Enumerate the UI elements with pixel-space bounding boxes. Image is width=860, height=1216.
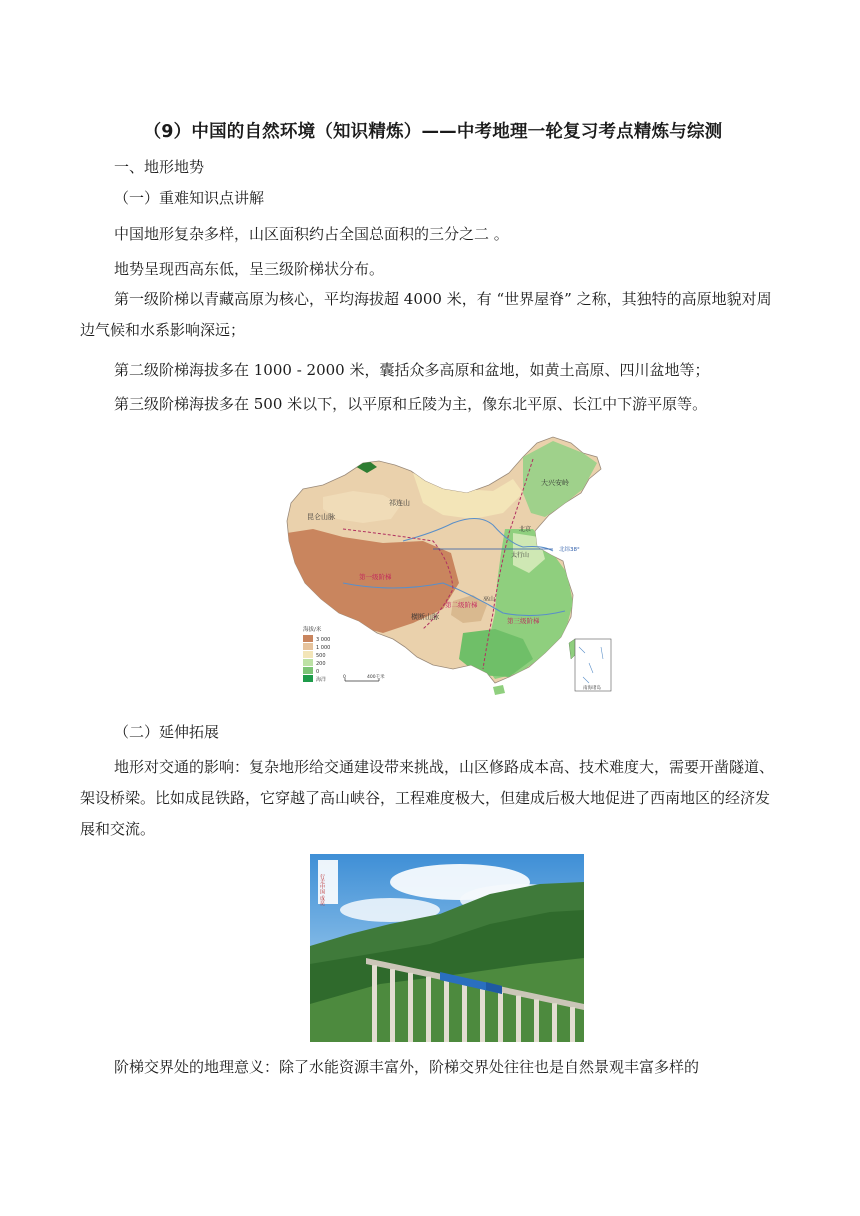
bridge-pier: [552, 1003, 557, 1042]
legend-label: 500: [316, 653, 326, 659]
subsection-heading-extension: （二）延伸拓展: [114, 723, 220, 741]
label-step3: 第三级阶梯: [507, 617, 540, 625]
page-title: （9）中国的自然环境（知识精炼）——中考地理一轮复习考点精炼与综测: [143, 122, 723, 142]
bridge-pier: [480, 988, 485, 1042]
bridge-pier: [516, 996, 521, 1042]
label-hengduan: 横断山脉: [411, 613, 439, 621]
bridge-pier: [390, 969, 395, 1042]
paragraph-slope: 地势呈现西高东低，呈三级阶梯状分布。: [114, 260, 385, 278]
bridge-pier: [570, 1007, 575, 1042]
legend-swatch: [303, 675, 313, 682]
legend-swatch: [303, 667, 313, 674]
scale-bar: [343, 673, 385, 681]
label-daxinganling: 大兴安岭: [541, 479, 569, 487]
label-nanhai: 南海诸岛: [583, 686, 601, 691]
label-kunlun: 昆仑山脉: [307, 513, 335, 521]
railway-photo-svg: [310, 854, 584, 1042]
scale-zero-label: 0: [343, 675, 346, 680]
bridge-pier: [462, 984, 467, 1042]
bridge-pier: [426, 977, 431, 1042]
legend-title: 海拔/米: [303, 627, 322, 633]
paragraph-step-boundary: 阶梯交界处的地理意义：除了水能资源丰富外，阶梯交界处往往也是自然景观丰富多样的: [114, 1058, 700, 1076]
china-terrain-map: [283, 433, 617, 695]
legend-swatch: [303, 643, 313, 650]
scale-distance-label: 400千米: [367, 675, 385, 680]
terrain-map-svg: [283, 433, 617, 695]
legend-swatch: [303, 651, 313, 658]
legend-swatch: [303, 635, 313, 642]
subsection-heading: （一）重难知识点讲解: [114, 189, 265, 207]
bridge-pier: [534, 999, 539, 1042]
map-legend: [303, 625, 330, 683]
paragraph-step2: 第二级阶梯海拔多在 1000 - 2000 米，囊括众多高原和盆地，如黄土高原、四川盆地等；: [114, 361, 710, 379]
bridge-pier: [372, 965, 377, 1042]
label-step2: 第二级阶梯: [445, 601, 478, 609]
south-china-sea-inset: [575, 639, 611, 691]
legend-label: 0: [316, 669, 320, 675]
label-wushan: 巫山: [483, 596, 496, 603]
legend-swatch: [303, 659, 313, 666]
hainan-island: [493, 685, 505, 695]
paragraph-step1: [80, 284, 784, 346]
paragraph-step1-text: 第一级阶梯以青藏高原为核心，平均海拔超 4000 米，有 “世界屋脊” 之称，其独特的高原地貌对周边气候和水系影响深远；: [80, 290, 772, 339]
label-taihang: 太行山: [511, 552, 530, 559]
section-heading: 一、地形地势: [114, 158, 205, 176]
paragraph-transport-text: 地形对交通的影响：复杂地形给交通建设带来挑战，山区修路成本高、技术难度大，需要开凿隧道、架设桥梁。比如成昆铁路，它穿越了高山峡谷，工程难度极大，但建成后极大地促进了西南地区的经济发展和交流。: [80, 758, 775, 838]
bridge-pier: [498, 992, 503, 1042]
label-latitude: 北纬38°: [559, 547, 580, 553]
paragraph-terrain: 中国地形复杂多样，山区面积约占全国总面积的三分之二 。: [114, 225, 509, 243]
label-beijing: 北京: [519, 526, 532, 533]
legend-label: 3 000: [316, 637, 331, 643]
legend-label: 200: [316, 661, 326, 667]
legend-label: 1 000: [316, 645, 331, 651]
label-qilian: 祁连山: [389, 499, 410, 507]
bridge-pier: [408, 973, 413, 1042]
paragraph-transport: [80, 752, 784, 845]
photo-stamp-text: 行走中国 成昆: [319, 874, 325, 906]
railway-bridge-photo: [310, 854, 584, 1042]
paragraph-step3: 第三级阶梯海拔多在 500 米以下，以平原和丘陵为主，像东北平原、长江中下游平原等。: [114, 395, 708, 413]
legend-label: 海洋: [316, 677, 327, 683]
label-step1: 第一级阶梯: [359, 573, 392, 581]
bridge-pier: [444, 980, 449, 1042]
